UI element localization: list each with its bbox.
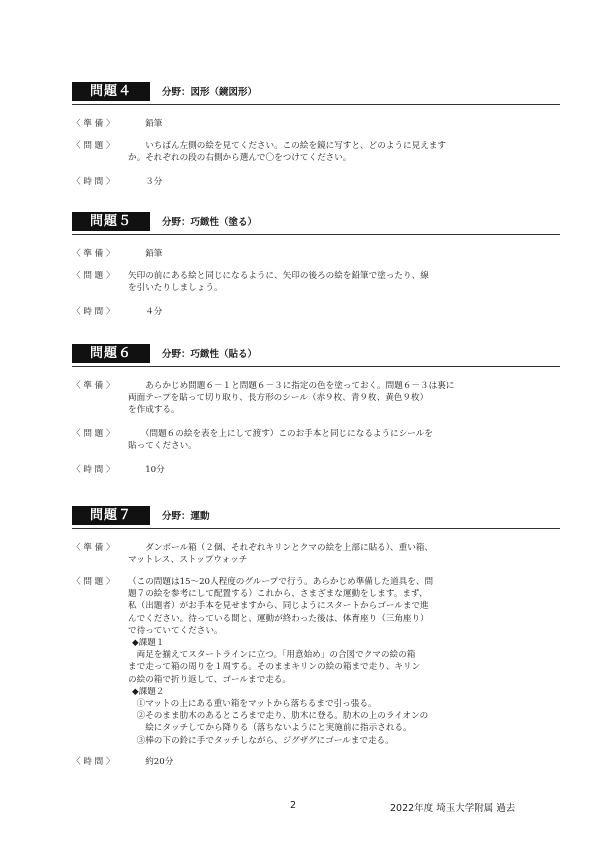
- row-body: [128, 380, 560, 417]
- text-line: か。それぞれの段の右側から選んで〇をつけてください。: [128, 153, 352, 164]
- text-line: まで走って箱の周りを１周する。そのままキリンの絵の箱まで走り、キリン: [128, 662, 421, 673]
- text-line: ３分: [128, 177, 163, 187]
- page-number: 2: [290, 800, 297, 811]
- text-line: 約20分: [128, 757, 174, 767]
- text-line: ４分: [128, 307, 163, 317]
- text-line: で待っていてください。: [128, 625, 223, 636]
- row-label: 〈 準 備 〉: [72, 381, 115, 391]
- section-problem-5: [72, 212, 560, 317]
- text-line: ①マットの上にある重い箱をマットから落ちるまで引っ張る。: [128, 699, 377, 710]
- text-line: を作成する。: [128, 405, 180, 416]
- text-line: ③棒の下の鈴に手でタッチしながら、ジグザグにゴールまで走る。: [128, 735, 394, 746]
- row-label: 〈 準 備 〉: [72, 119, 115, 129]
- row-body: [128, 270, 560, 294]
- field-label: 分野：巧緻性（貼る）: [162, 349, 258, 360]
- row-body: [128, 576, 560, 747]
- text-line: 私（出題者）がお手本を見せますから、同じようにスタートからゴールまで進: [128, 601, 429, 612]
- row-body: [128, 428, 560, 452]
- text-line: あらかじめ問題６－１と問題６－３に指定の色を塗っておく。問題６－３は裏に: [128, 381, 455, 391]
- text-line: んでください。待っている間と、運動が終わった後は、体育座り（三角座り）: [128, 613, 429, 624]
- header-rule: [72, 366, 560, 367]
- text-line: ダンボール箱（２個、それぞれキリンとクマの絵を上部に貼る）、重い箱、: [128, 543, 433, 553]
- row-body: [128, 176, 560, 188]
- row-label: 〈 時 間 〉: [72, 757, 115, 767]
- text-line: を引いたりしましょう。: [128, 283, 223, 294]
- text-line: （問題６の絵を表を上にして渡す）このお手本と同じになるようにシールを: [128, 429, 433, 439]
- row-label: 〈 時 間 〉: [72, 177, 115, 187]
- text-line: の絵の箱で折り返して、ゴールまで走る。: [128, 674, 291, 685]
- text-line: 貼ってください。: [128, 441, 197, 452]
- text-line: いちばん左側の絵を見てください。この絵を鏡に写すと、どのように見えます: [128, 141, 446, 151]
- text-line: （この問題は15～20人程度のグループで行う。あらかじめ準備した道具を、問: [128, 577, 434, 587]
- row-body: [128, 306, 560, 318]
- row-label: 〈 時 間 〉: [72, 465, 115, 475]
- section-problem-4: [72, 82, 560, 187]
- row-label: 〈 問 題 〉: [72, 141, 115, 151]
- row-body: [128, 542, 560, 566]
- task-heading: ◆課題１: [132, 638, 165, 649]
- row-body: [128, 248, 560, 260]
- text-line: 矢印の前にある絵と同じになるように、矢印の後ろの絵を鉛筆で塗ったり、線: [128, 271, 429, 281]
- text-line: 絵にタッチしてから降りる（落ちないようにと実施前に指示される。: [128, 723, 412, 734]
- text-line: 両面テープを貼って切り取り、長方形のシール（赤９枚、青９枚、黄色９枚）: [128, 393, 429, 404]
- text-line: ②そのまま肋木のあるところまで走り、肋木に登る。肋木の上のライオンの: [128, 711, 429, 722]
- section-header: [72, 212, 560, 234]
- task-heading: ◆課題２: [132, 686, 165, 697]
- header-rule: [72, 234, 560, 235]
- text-line: マットレス、ストップウォッチ: [128, 555, 248, 566]
- field-label: 分野：運動: [162, 511, 210, 522]
- row-body: [128, 118, 560, 130]
- problem-badge: 問題７: [72, 506, 150, 525]
- problem-badge: 問題４: [72, 82, 150, 101]
- text-line: 鉛筆: [128, 119, 163, 129]
- row-label: 〈 問 題 〉: [72, 577, 115, 587]
- text-line: 10分: [128, 465, 165, 475]
- row-label: 〈 時 間 〉: [72, 307, 115, 317]
- row-body: [128, 140, 560, 164]
- header-rule: [72, 104, 560, 105]
- row-label: 〈 準 備 〉: [72, 543, 115, 553]
- section-problem-6: [72, 344, 560, 475]
- row-label: 〈 準 備 〉: [72, 249, 115, 259]
- text-line: 両足を揃えてスタートラインに立つ。「用意始め」の合図でクマの絵の箱: [128, 650, 416, 661]
- section-problem-7: [72, 506, 560, 767]
- problem-badge: 問題５: [72, 212, 150, 231]
- section-header: [72, 82, 560, 104]
- field-label: 分野：図形（鏡図形）: [162, 87, 258, 98]
- row-body: [128, 464, 560, 476]
- text-line: 鉛筆: [128, 249, 163, 259]
- text-line: 題７の絵を参考にして配置する）これから、さまざまな運動をします。まず、: [128, 589, 428, 600]
- row-label: 〈 問 題 〉: [72, 429, 115, 439]
- section-header: [72, 506, 560, 528]
- field-label: 分野：巧緻性（塗る）: [162, 217, 258, 228]
- problem-badge: 問題６: [72, 344, 150, 363]
- footer-title: 2022年度 埼玉大学附属 過去: [390, 803, 516, 814]
- row-label: 〈 問 題 〉: [72, 271, 115, 281]
- row-body: [128, 756, 560, 768]
- section-header: [72, 344, 560, 366]
- header-rule: [72, 528, 560, 529]
